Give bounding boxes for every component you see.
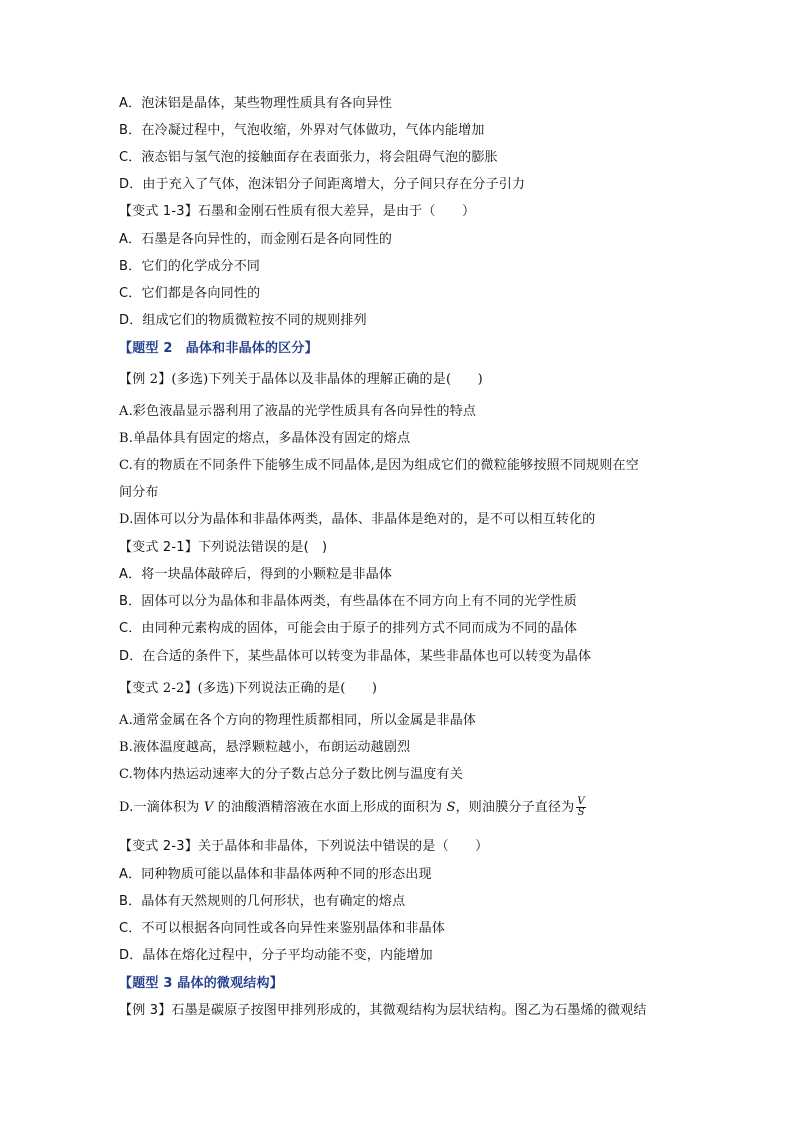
question-stem: 【变式 2-1】下列说法错误的是( )	[119, 540, 328, 555]
fraction-denominator: S	[577, 807, 585, 818]
option-line-continued: 间分布	[119, 485, 159, 500]
question-stem: 【例 3】石墨是碳原子按图甲排列形成的，其微观结构为层状结构。图乙为石墨烯的微观结	[119, 1003, 647, 1018]
option-line-formula	[119, 797, 586, 818]
fraction-numerator: V	[577, 796, 585, 807]
option-line: A．同种物质可能以晶体和非晶体两种不同的形态出现	[119, 867, 432, 882]
option-line: B．晶体有天然规则的几何形状，也有确定的熔点	[119, 894, 406, 909]
option-line: C．液态铝与氢气泡的接触面存在表面张力，将会阻碍气泡的膨胀	[119, 150, 498, 165]
option-line: A.通常金属在各个方向的物理性质都相同，所以金属是非晶体	[119, 713, 477, 728]
question-stem: 【例 2】(多选)下列关于晶体以及非晶体的理解正确的是( )	[119, 372, 483, 387]
question-stem: 【变式 1-3】石墨和金刚石性质有很大差异，是由于（ ）	[119, 204, 476, 219]
question-stem: 【变式 2-2】(多选)下列说法正确的是( )	[119, 681, 378, 696]
option-line: B.单晶体具有固定的熔点，多晶体没有固定的熔点	[119, 431, 411, 446]
formula-text: 的油酸酒精溶液在水面上形成的面积为	[213, 800, 447, 815]
option-line: D．晶体在熔化过程中，分子平均动能不变，内能增加	[119, 948, 433, 963]
option-line: A.彩色液晶显示器利用了液晶的光学性质具有各向异性的特点	[119, 404, 477, 419]
option-line: B.液体温度越高，悬浮颗粒越小，布朗运动越剧烈	[119, 740, 411, 755]
formula-text: D.一滴体积为	[119, 800, 204, 815]
formula-text: ，则油膜分子直径为	[455, 800, 575, 815]
fraction-v-over-s	[576, 797, 585, 818]
option-line: A．将一块晶体敲碎后，得到的小颗粒是非晶体	[119, 567, 393, 582]
option-line: D．在合适的条件下，某些晶体可以转变为非晶体，某些非晶体也可以转变为晶体	[119, 649, 592, 664]
option-line: C．不可以根据各向同性或各向异性来鉴别晶体和非晶体	[119, 921, 446, 936]
option-line: B．它们的化学成分不同	[119, 259, 261, 274]
variable-v: V	[203, 800, 214, 815]
option-line: D．由于充入了气体，泡沫铝分子间距离增大，分子间只存在分子引力	[119, 177, 526, 192]
option-line: D．组成它们的物质微粒按不同的规则排列	[119, 313, 367, 328]
section-heading: 【题型 3 晶体的微观结构】	[119, 976, 283, 991]
option-line: A．泡沫铝是晶体，某些物理性质具有各向异性	[119, 96, 393, 111]
option-line: C．由同种元素构成的固体，可能会由于原子的排列方式不同而成为不同的晶体	[119, 621, 578, 636]
option-line: D.固体可以分为晶体和非晶体两类，晶体、非晶体是绝对的，是不可以相互转化的	[119, 512, 596, 527]
question-stem: 【变式 2-3】关于晶体和非晶体，下列说法中错误的是（ ）	[119, 839, 489, 854]
section-heading: 【题型 2 晶体和非晶体的区分】	[119, 341, 318, 356]
option-line: C．它们都是各向同性的	[119, 286, 261, 301]
option-line: C.有的物质在不同条件下能够生成不同晶体,是因为组成它们的微粒能够按照不同规则在空	[119, 458, 639, 473]
variable-s: S	[446, 800, 456, 815]
option-line: C.物体内热运动速率大的分子数占总分子数比例与温度有关	[119, 767, 464, 782]
option-line: B．在冷凝过程中，气泡收缩，外界对气体做功，气体内能增加	[119, 123, 485, 138]
option-line: B．固体可以分为晶体和非晶体两类，有些晶体在不同方向上有不同的光学性质	[119, 594, 577, 609]
option-line: A．石墨是各向异性的，而金刚石是各向同性的	[119, 232, 393, 247]
